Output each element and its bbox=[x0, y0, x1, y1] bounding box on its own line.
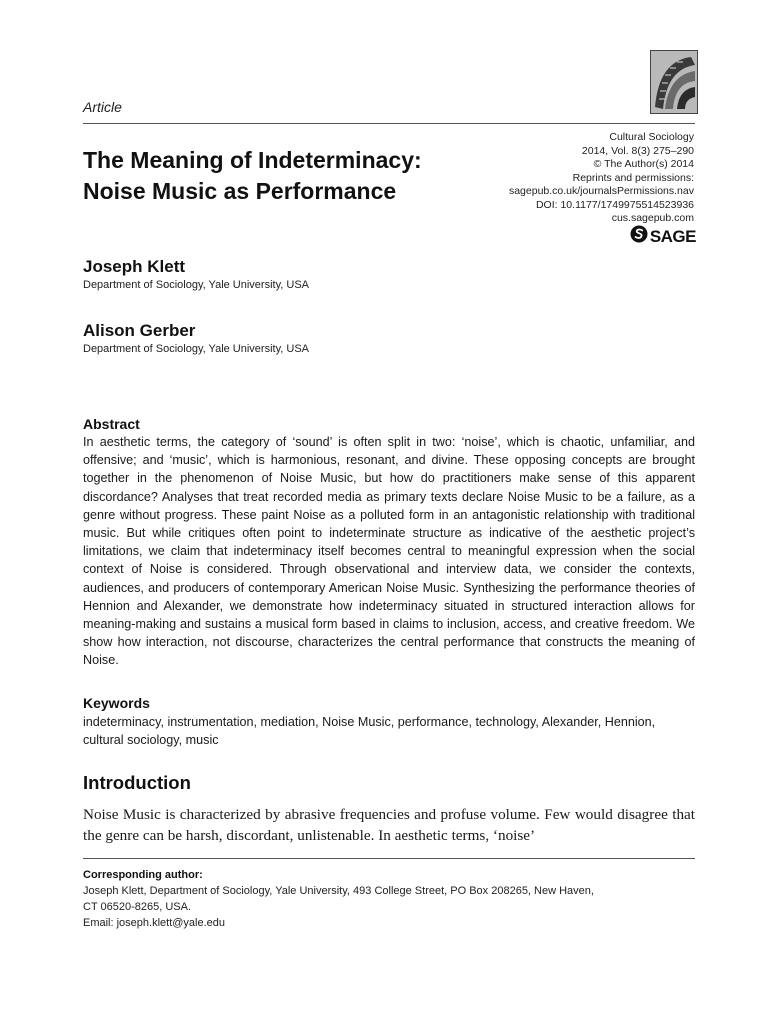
author-affiliation: Department of Sociology, Yale University, USA bbox=[83, 279, 310, 291]
permissions-label: Reprints and permissions: bbox=[572, 171, 694, 184]
corresponding-author-details bbox=[83, 883, 695, 931]
corresponding-author-label: Corresponding author: bbox=[83, 869, 203, 881]
copyright-line: © The Author(s) 2014 bbox=[593, 158, 694, 170]
title-line: The Meaning of Indeterminacy: bbox=[83, 147, 422, 173]
sage-wordmark: SAGE bbox=[649, 227, 696, 246]
abstract-heading: Abstract bbox=[83, 416, 140, 432]
abstract-body: In aesthetic terms, the category of ‘sound’ is often split in two: ‘noise’, which is chaotic, unfamiliar, and offensive; and ‘music’, which is harmonious, resonant, and divine. These opposing concepts are brought together in the phenomenon of Noise Music, but how do practitioners make sense of this apparent discordance? Analyses that treat recorded media as primary texts declare Noise Music to be a failure, as a genre without progress. These paint Noise as a polluted form in an antagonistic relationship with traditional music. But while critiques often point to indeterminate structure as indicative of the aesthetic project’s limitations, we claim that indeterminacy itself becomes central to meaningful expression when the social context of Noise is considered. Through observational and interview data, we consider the contexts, audiences, and producers of contemporary American Noise Music. Synthesizing the performance theories of Hennion and Alexander, we demonstrate how indeterminacy situated in structured interaction allows for meaning-making and sustains a musical form based in claims to inclusion, access, and creative freedom. We show how interaction, not discourse, characterizes the central performance that constructs the meaning of Noise. bbox=[83, 435, 695, 668]
introduction-heading: Introduction bbox=[83, 772, 191, 793]
journal-volume: 2014, Vol. 8(3) 275–290 bbox=[581, 144, 694, 157]
author-name: Alison Gerber bbox=[83, 321, 196, 340]
title-line: Noise Music as Performance bbox=[83, 178, 397, 204]
article-type-label: Article bbox=[83, 99, 122, 115]
keywords-heading: Keywords bbox=[83, 695, 150, 711]
permissions-link[interactable]: sagepub.co.uk/journalsPermissions.nav bbox=[508, 185, 694, 197]
author-affiliation: Department of Sociology, Yale University, USA bbox=[83, 343, 310, 355]
introduction-body: Noise Music is characterized by abrasive frequencies and profuse volume. Few would disagree that the genre can be harsh, discordant, unlistenable. In aesthetic terms, ‘noise’ bbox=[83, 806, 695, 844]
author-name: Joseph Klett bbox=[83, 257, 186, 276]
footnote-rule bbox=[83, 858, 695, 859]
corresponding-address: Joseph Klett, Department of Sociology, Yale University, 493 College Street, PO Box 208265, New Haven, bbox=[83, 885, 594, 897]
journal-name: Cultural Sociology bbox=[609, 131, 694, 143]
keywords-list: indeterminacy, instrumentation, mediation, Noise Music, performance, technology, Alexander, Hennion, cultural sociology, music bbox=[83, 715, 656, 747]
journal-url[interactable]: cus.sagepub.com bbox=[611, 212, 694, 224]
sage-logo bbox=[598, 227, 696, 246]
journal-info bbox=[434, 131, 694, 226]
journal-cover-image bbox=[650, 50, 698, 114]
sage-emblem-icon bbox=[630, 225, 648, 248]
corresponding-address: CT 06520-8265, USA. bbox=[83, 901, 192, 913]
header-rule bbox=[83, 123, 695, 124]
doi-line[interactable]: DOI: 10.1177/1749975514523936 bbox=[535, 198, 694, 211]
corresponding-email[interactable]: Email: joseph.klett@yale.edu bbox=[83, 917, 226, 929]
